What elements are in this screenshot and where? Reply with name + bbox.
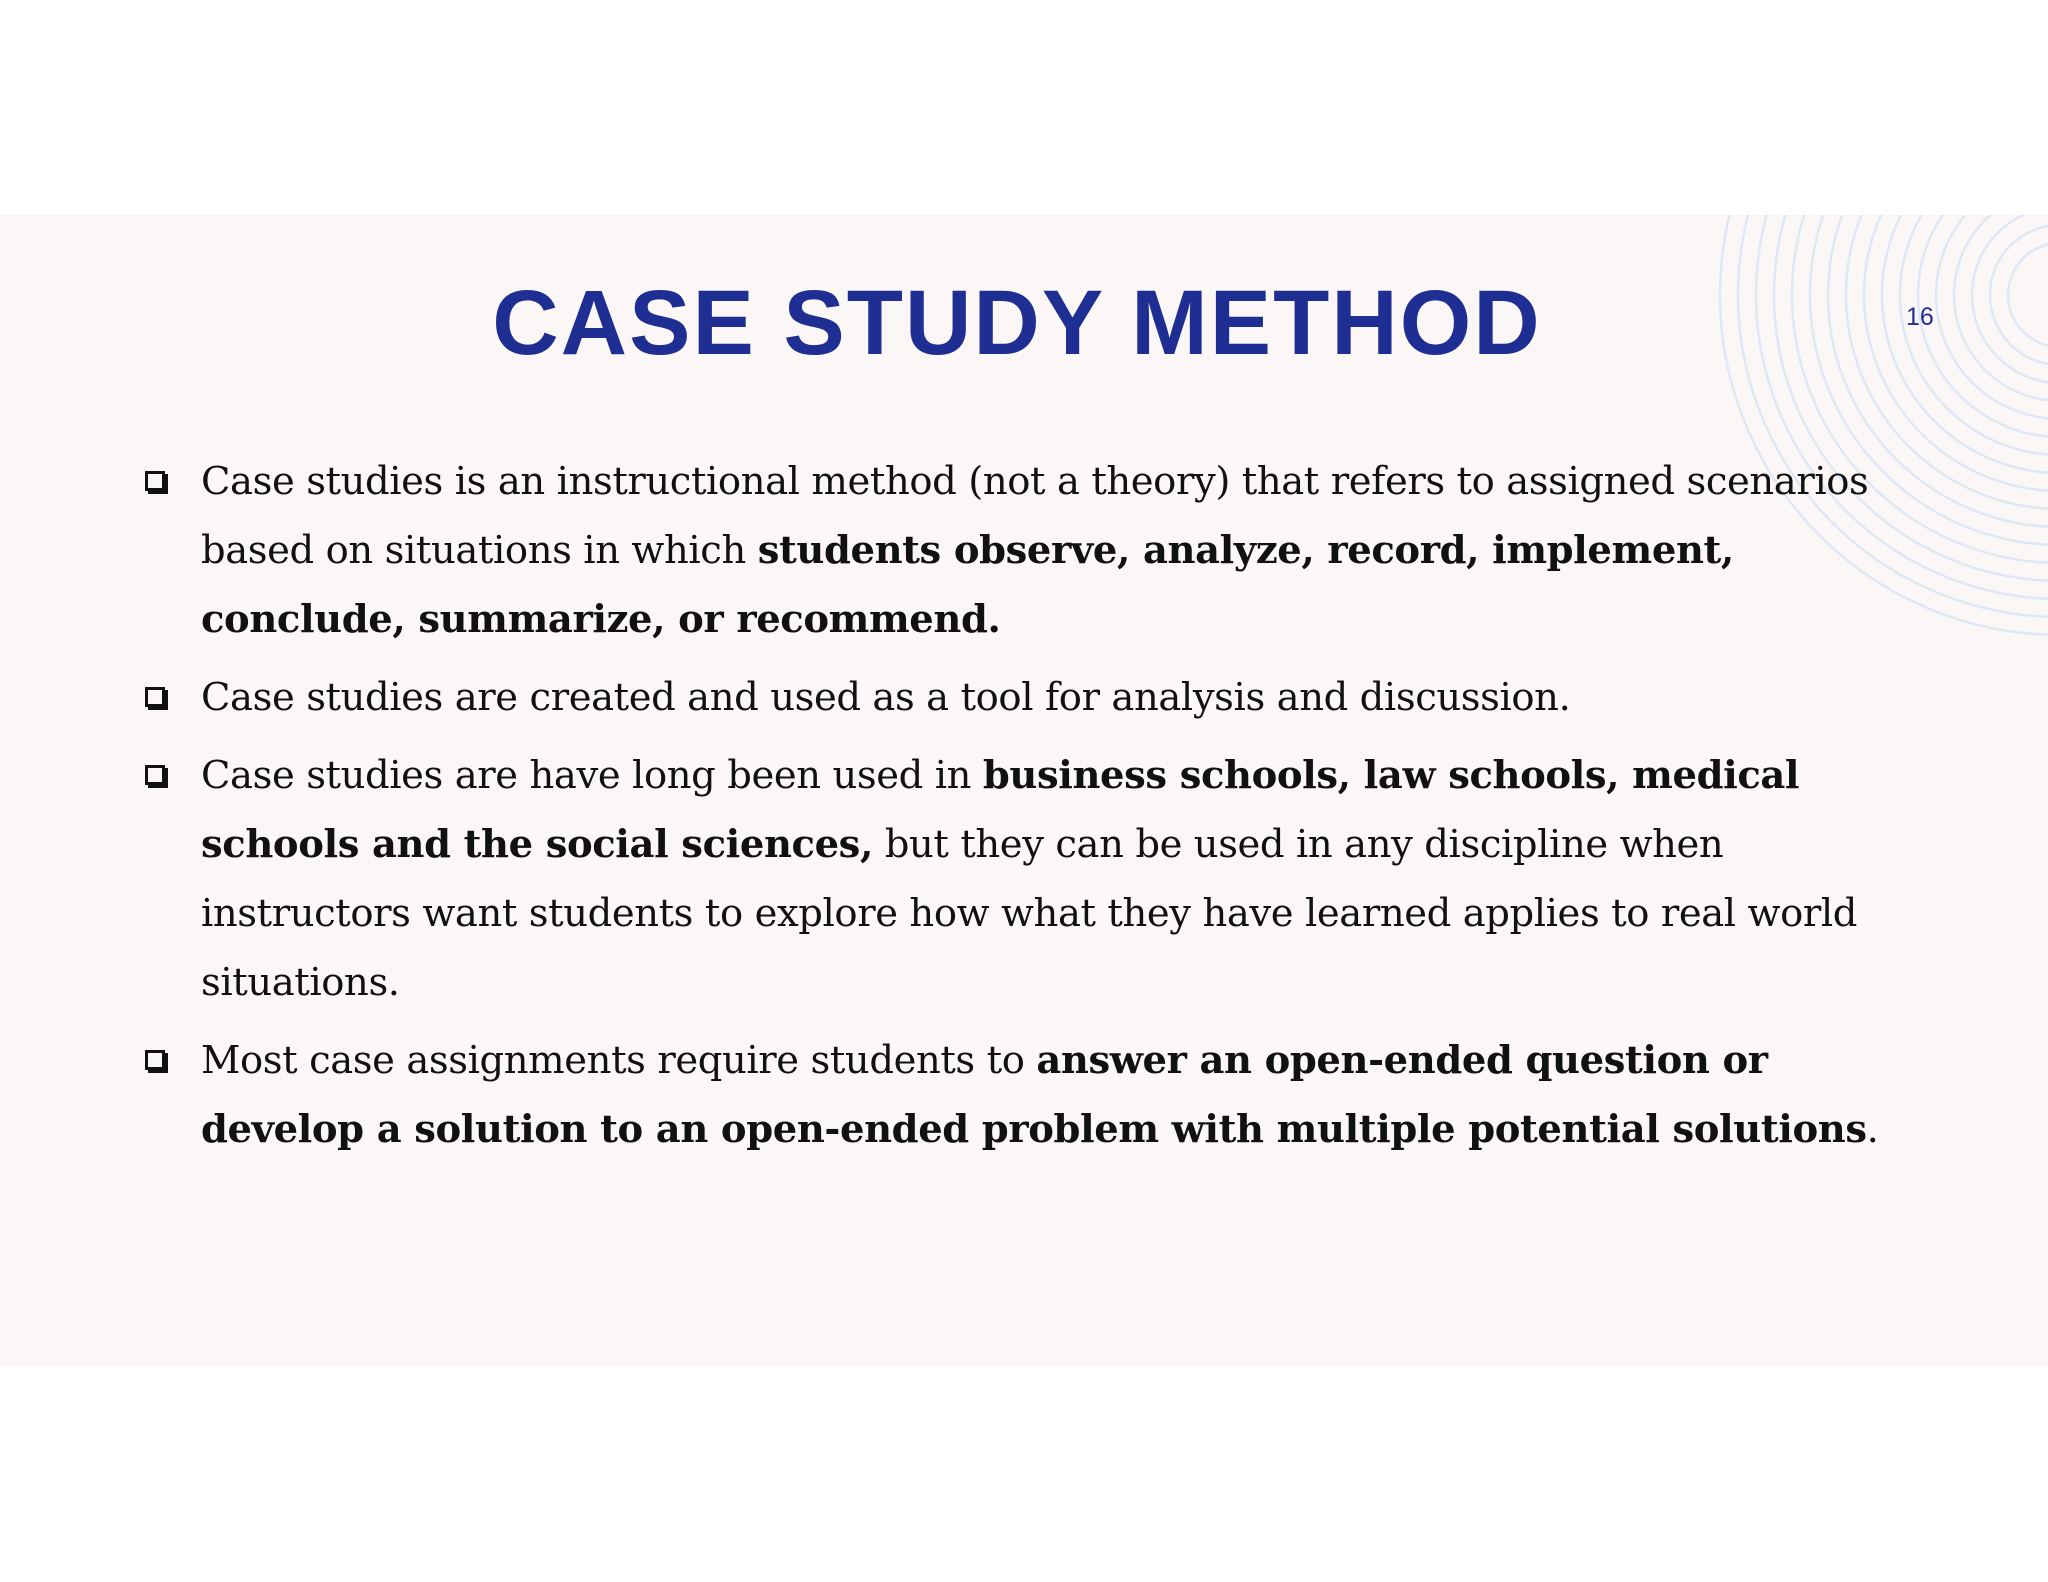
bullet-text: Most case assignments require students to — [201, 1038, 1037, 1083]
bullet-item — [143, 741, 1903, 1017]
bullet-list — [143, 447, 1903, 1173]
checkbox-square-icon — [145, 765, 165, 785]
bullet-text: Case studies is an instructional method (not a theory) that refers to assigned scenarios based on situations in which — [201, 459, 1869, 573]
bullet-item — [143, 447, 1903, 654]
bullet-text: . — [1866, 1107, 1879, 1152]
bullet-text-bold: answer an open-ended question or develop a solution to an open-ended problem with multiple potential solutions — [201, 1038, 1867, 1152]
bullet-text-bold: students observe, analyze, record, implement, conclude, summarize, or recommend. — [201, 528, 1734, 642]
bullet-item — [143, 1026, 1903, 1164]
slide-title: CASE STUDY METHOD — [492, 272, 1542, 374]
slide — [0, 215, 2048, 1367]
bullet-text: Case studies are have long been used in — [201, 753, 983, 798]
bullet-text: but they can be used in any discipline when instructors want students to explore how what they have learned applies to real world situations. — [201, 822, 1858, 1005]
checkbox-square-icon — [145, 1050, 165, 1070]
bullet-text: Case studies are created and used as a tool for analysis and discussion. — [201, 675, 1571, 720]
checkbox-square-icon — [145, 471, 165, 491]
bullet-text-bold: business schools, law schools, medical schools and the social sciences, — [201, 753, 1800, 867]
page-number: 16 — [1906, 303, 1934, 331]
checkbox-square-icon — [145, 687, 165, 707]
bullet-item — [143, 663, 1903, 732]
